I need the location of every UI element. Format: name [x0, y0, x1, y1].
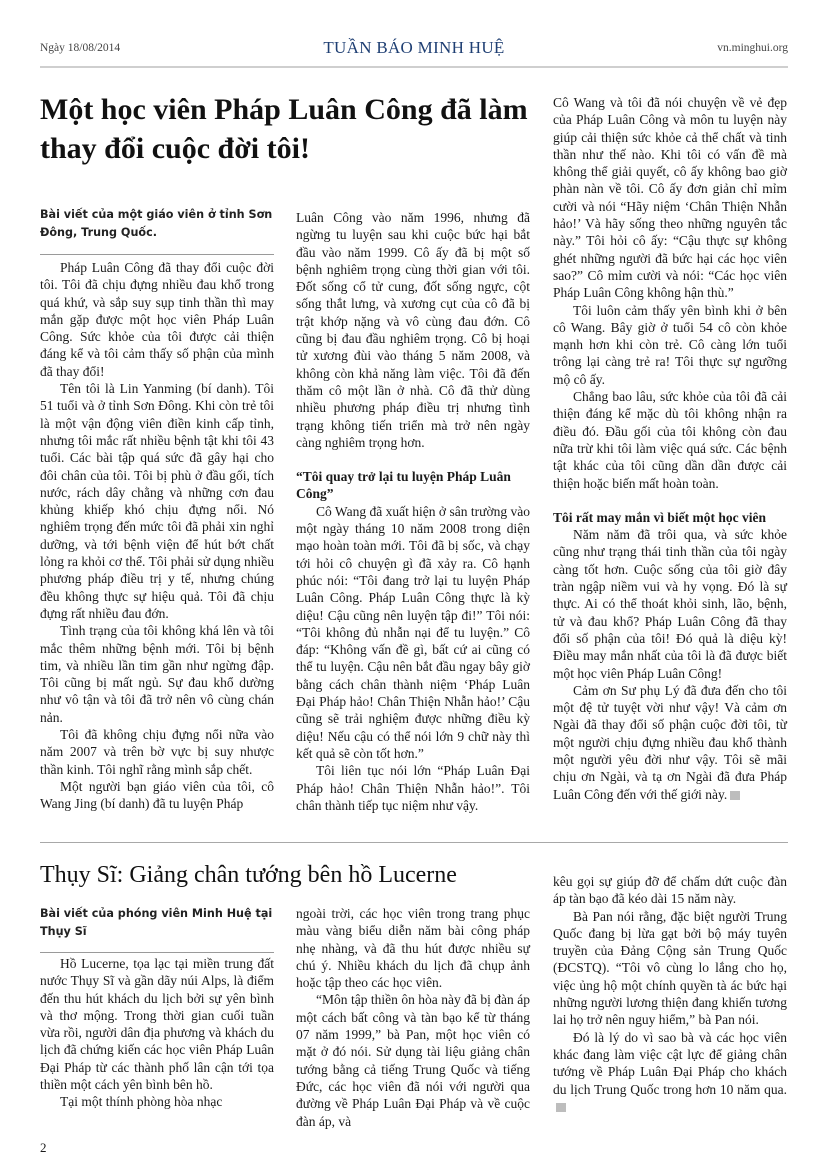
byline-divider [40, 952, 274, 953]
article-1-column-3 [553, 94, 787, 803]
article-2-column-1 [40, 955, 274, 1111]
paragraph: Pháp Luân Công đã thay đổi cuộc đời tôi. Tôi đã chịu đựng nhiều đau khổ trong quá khứ, và sắp suy sụp tinh thần thì may mắn gặp được một học viên Pháp Luân Công. Sức khỏe của tôi được cải thiện đáng kể và tôi cảm thấy số phận của mình đã thay đổi! [40, 260, 274, 379]
paragraph: Chẳng bao lâu, sức khỏe của tôi đã cải thiện đáng kể mặc dù tôi không nhận ra điều đó. Đầu gối của tôi không còn đau nữa trừ khi tôi làm việc quá sức. Các bệnh tật khác của tôi cũng dần dần được cải thiện hoặc biến mất hoàn toàn. [553, 389, 787, 491]
paragraph: Tình trạng của tôi không khá lên và tôi mắc thêm những bệnh mới. Tôi bị bệnh tim, và nhiều lần tim gần như ngừng đập. Tôi cũng bị mất ngủ. Sự đau khổ dường như vô tận và tôi đã trở nên vô cùng chán nản. [40, 623, 274, 725]
issue-date: Ngày 18/08/2014 [40, 42, 121, 54]
publication-title: TUẦN BÁO MINH HUỆ [323, 38, 505, 57]
paragraph-continued: ngoài trời, các học viên trong trang phục màu vàng biểu diễn năm bài công pháp nhẹ nhàng, và đã thu hút được nhiều sự chú ý. Nhiều khách du lịch đã chụp ảnh hoặc tập theo các học viên. [296, 906, 530, 991]
subheading: “Tôi quay trở lại tu luyện Pháp Luân Công” [296, 469, 511, 502]
paragraph: Bà Pan nói rằng, đặc biệt người Trung Quốc đang bị lừa gạt bởi bộ máy tuyên truyền của Đảng Cộng sản Trung Quốc (ĐCSTQ). “Tôi vô cùng lo lắng cho họ, việc ủng hộ một chính quyền tà ác bức hại những người lương thiện đang khiến tương lai họ trở nên nguy hiểm,” bà Pan nói. [553, 908, 787, 1028]
paragraph-text: Đó là lý do vì sao bà và các học viên khác đang làm việc cật lực để giảng chân tướng về Pháp Luân Đại Pháp cho khách du lịch Trung Quốc trong hơn 10 năm qua. [553, 1029, 787, 1097]
end-of-article-icon [556, 1103, 566, 1112]
article-1-column-1 [40, 259, 274, 813]
article-1-column-2 [296, 209, 530, 814]
paragraph: “Môn tập thiền ôn hòa này đã bị đàn áp một cách bất công và tàn bạo kể từ tháng 07 năm 1999,” bà Pan, một học viên có mặt ở đó nói. Sử dụng tài liệu giảng chân tướng bằng cả tiếng Trung Quốc và tiếng Đức, các học viên đã nói với người qua đường về Pháp Luân Đại Pháp và về cuộc đàn áp, và [296, 992, 530, 1129]
paragraph: Hồ Lucerne, tọa lạc tại miền trung đất nước Thụy Sĩ và gần dãy núi Alps, là điểm đến thu hút khách du lịch bởi sự yên bình và thơ mộng. Trong thời gian cuối tuần vừa rồi, người dân địa phương và khách du lịch đã chứng kiến các học viên Pháp Luân Đại Pháp từ các thành phố lân cận tới tọa thiền một cách yên bình bên hồ. [40, 956, 274, 1093]
article-2-column-2 [296, 905, 530, 1130]
paragraph: Tên tôi là Lin Yanming (bí danh). Tôi 51 tuổi và ở tỉnh Sơn Đông. Khi còn trẻ tôi là một vận động viên điền kinh cấp tỉnh, nhưng tôi mắc rất nhiều bệnh tật khi tôi 43 tuổi. Các bài tập quá sức đã gây hại cho đôi chân của tôi. Tôi bị phù ở đầu gối, tích nước, rách dây chằng và những cơn đau khủng khiếp khó chịu đựng nổi. Nó nghiêm trọng đến mức tôi đã phải xin nghỉ dưỡng, và tới bệnh viện để hút bớt chất lỏng ra khỏi cơ thể. Tôi phải sử dụng nhiều phương pháp điều trị y tế, nhưng chúng đều không thực sự hiệu quả. Tôi đã chịu đựng rất nhiều đau đớn. [40, 381, 274, 621]
subheading: Tôi rất may mắn vì biết một học viên [553, 509, 766, 525]
paragraph: Năm năm đã trôi qua, và sức khỏe cũng như trạng thái tinh thần của tôi ngày càng tốt hơn. Cuộc sống của tôi giờ đây tràn ngập niềm vui và hy vọng. Đó là sự thực. Ai có thể thoát khỏi sinh, lão, bệnh, tử và đau khổ? Pháp Luân Công đã thay đổi số phận của tôi! Đó quả là diệu kỳ! Điều may mắn nhất của tôi là đã được biết một học viên Pháp Luân Công! [553, 527, 787, 681]
byline-divider [40, 254, 274, 255]
page-header [40, 38, 788, 66]
paragraph-final [553, 1029, 787, 1115]
page-number: 2 [40, 1140, 47, 1155]
article-divider [40, 842, 788, 843]
end-of-article-icon [730, 791, 740, 800]
article-1-title: Một học viên Pháp Luân Công đã làm thay đổi cuộc đời tôi! [40, 93, 528, 165]
paragraph-continued: Cô Wang và tôi đã nói chuyện về vẻ đẹp của Pháp Luân Công và môn tu luyện này giúp cải thiện sức khỏe cả thể chất và tinh thần như thế nào. Khi tôi có vấn đề mà không thể giải quyết, cô ấy không bao giờ phàn nàn về tôi. Cô ấy đơn giản chỉ mỉm cười và nói “Hãy niệm ‘Chân Thiện Nhẫn hảo!’ Và hãy sống theo những nguyên tắc này.” Tôi hỏi cô ấy: “Cậu thực sự không ghét những người đã bức hại các học viên sao?” Cô mỉm cười và nói: “Các học viên Pháp Luân Công không hận thù.” [553, 95, 787, 301]
paragraph: Cô Wang đã xuất hiện ở sân trường vào một ngày tháng 10 năm 2008 trong diện mạo hoàn toàn mới. Tôi đã bị sốc, và chạy tới hỏi cô chuyện gì đã xảy ra. Cô hạnh phúc nói: “Tôi đang trở lại tu luyện Pháp Luân Công. Pháp Luân Công thực là kỳ diệu! Cậu cũng nên luyện tập đi!” Tôi nói: “Tôi không đủ nhẫn nại để tu luyện.” Cô đáp: “Không vấn đề gì, bất cứ ai cũng có thể tu luyện. Cậu nên bắt đầu ngay bây giờ bằng cách chân thành niệm ‘Pháp Luân Đại Pháp hảo! Chân Thiện Nhẫn hảo!’ Cậu cũng sẽ trải nghiệm được những điều kỳ diệu! Nếu cậu có thể nói lớn 9 chữ này thì kết quả sẽ còn tốt hơn.” [296, 503, 530, 761]
article-2-column-3 [553, 873, 787, 1115]
header-divider [40, 66, 788, 68]
article-2-title: Thụy Sĩ: Giảng chân tướng bên hồ Lucerne [40, 862, 457, 888]
paragraph: Tôi đã không chịu đựng nổi nữa vào năm 2007 và trên bờ vực bị suy nhược thần kinh. Tôi nghĩ rằng mình sắp chết. [40, 727, 274, 777]
paragraph-text: Cảm ơn Sư phụ Lý đã đưa đến cho tôi một đệ tử tuyệt vời như vậy! Và cảm ơn Ngài đã thay đổi số phận cuộc đời tôi, từ một người chịu đựng nhiều đau khổ thành một người yêu đời như vậy. Tôi sẽ mãi chịu ơn Ngài, và tạ ơn Ngài đã đưa Pháp Luân Công đến với thế giới này. [553, 682, 787, 802]
paragraph-continued: Luân Công vào năm 1996, nhưng đã ngừng tu luyện sau khi cuộc bức hại bắt đầu vào năm 1999. Cô ấy đã bị một số bệnh nghiêm trọng cùng thời gian với tôi. Đốt sống cổ tử cung, đốt sống ngực, cột sống thắt lưng, và xương cụt của cô đã bị trật khớp nặng và vô cùng đau đớn. Cô cũng bị đau đầu nghiêm trọng. Cô bị hoại tử xương đùi vào tháng 5 năm 2008, và không còn khả năng làm việc. Tôi đã đến thăm cô một lần ở nhà. Cô đã thử dùng nhiều phương pháp điều trị nhưng tình trạng không tiến triển mà trở nên ngày càng nghiêm trọng hơn. [296, 210, 530, 450]
paragraph: Một người bạn giáo viên của tôi, cô Wang Jing (bí danh) đã tu luyện Pháp [40, 778, 274, 812]
article-2-byline: Bài viết của phóng viên Minh Huệ tại Thụy Sĩ [40, 907, 273, 938]
paragraph-continued: kêu gọi sự giúp đỡ để chấm dứt cuộc đàn áp tàn bạo đã kéo dài 15 năm này. [553, 874, 787, 907]
article-1-byline: Bài viết của một giáo viên ở tỉnh Sơn Đông, Trung Quốc. [40, 208, 273, 239]
paragraph: Tôi luôn cảm thấy yên bình khi ở bên cô Wang. Bây giờ ở tuổi 54 cô còn khỏe mạnh hơn khi còn trẻ. Cô càng lớn tuổi trông lại càng trẻ ra! Tôi thực sự ngưỡng mộ cô ấy. [553, 302, 787, 387]
paragraph: Tôi liên tục nói lớn “Pháp Luân Đại Pháp hảo! Chân Thiện Nhẫn hảo!”. Tôi chân thành tiếp tục niệm như vậy. [296, 763, 530, 813]
paragraph-final [553, 682, 787, 803]
paragraph: Tại một thính phòng hòa nhạc [60, 1094, 223, 1110]
website-link[interactable]: vn.minghui.org [717, 42, 788, 54]
